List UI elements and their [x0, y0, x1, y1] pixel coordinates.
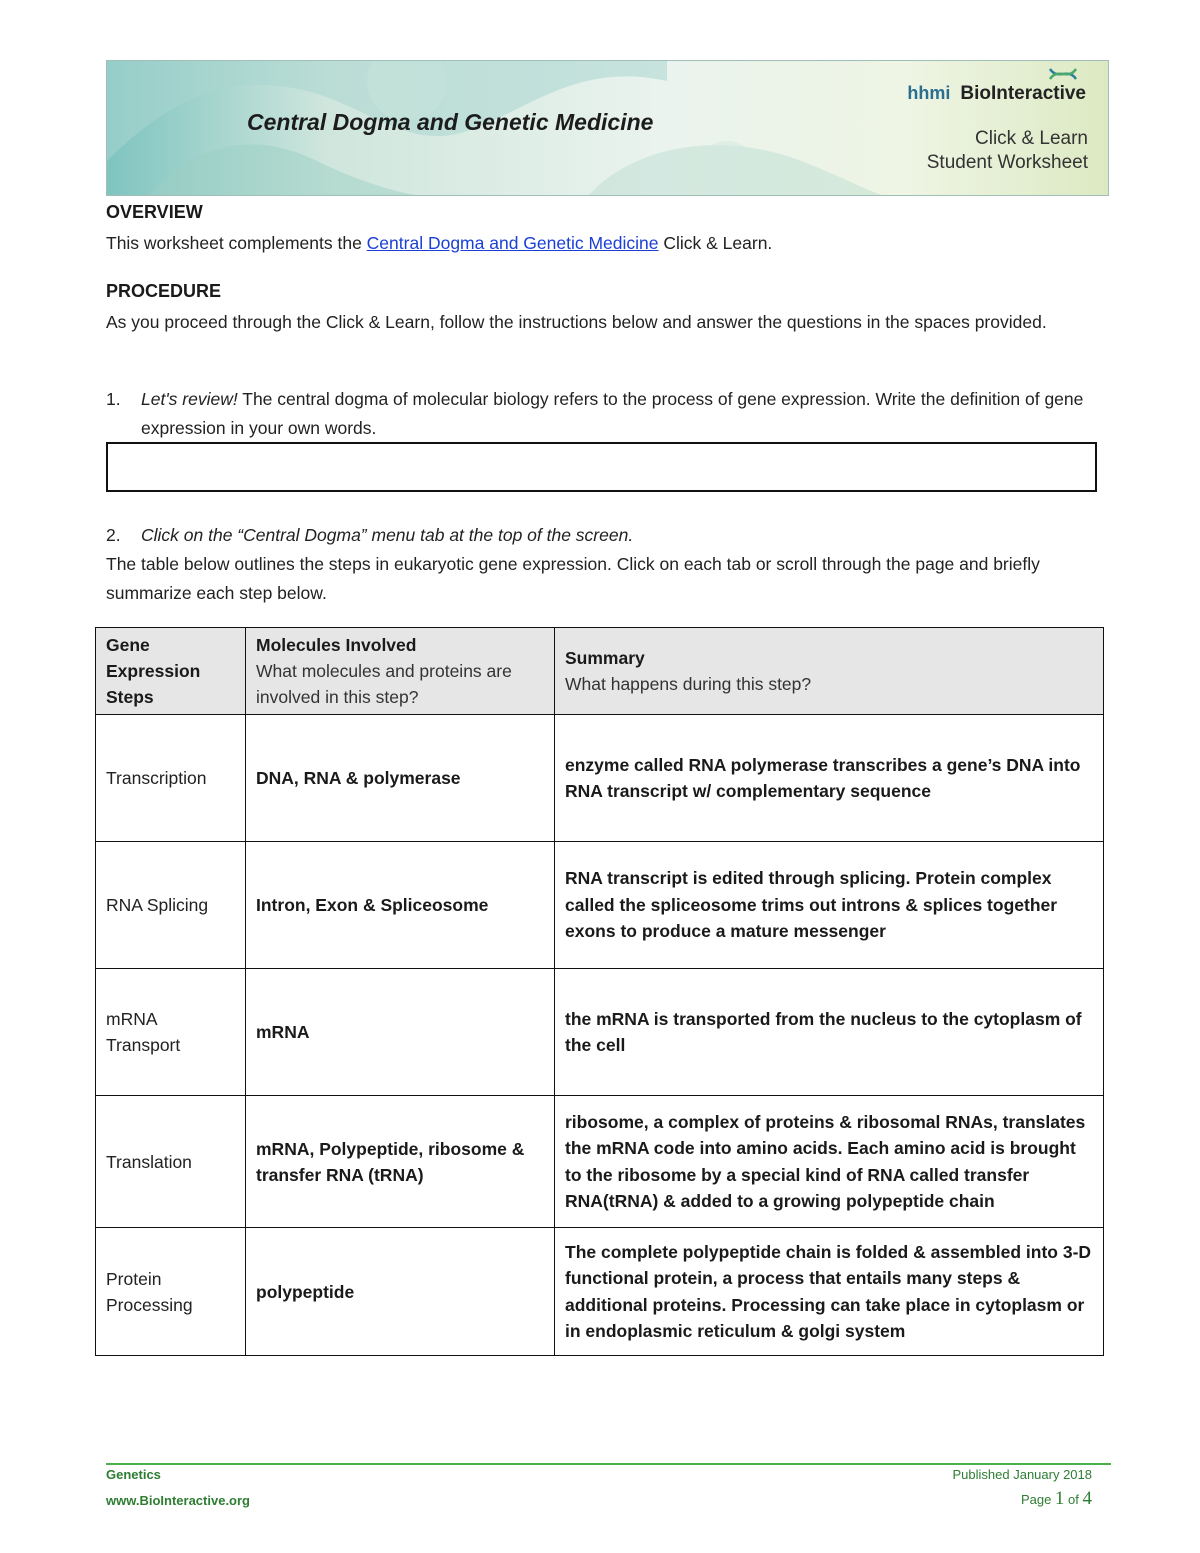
- question-1-lead: Let's review!: [141, 389, 238, 409]
- page-current: 1: [1054, 1488, 1065, 1509]
- step-cell: RNA Splicing: [96, 842, 246, 969]
- table-row: [96, 1096, 1104, 1228]
- procedure-text: As you proceed through the Click & Learn, follow the instructions below and answer the questions in the spaces provided.: [106, 312, 1047, 332]
- question-1-body: The central dogma of molecular biology refers to the process of gene expression. Write the definition of gene expression in your own words.: [141, 389, 1084, 438]
- question-2-text: The table below outlines the steps in eukaryotic gene expression. Click on each tab or scroll through the page and briefly summarize each step below.: [106, 554, 1040, 603]
- worksheet-title: Central Dogma and Genetic Medicine: [247, 109, 654, 135]
- page-label: Page: [1020, 1492, 1055, 1507]
- question-2-instruction: Click on the “Central Dogma” menu tab at the top of the screen.: [141, 525, 634, 545]
- footer-divider: [106, 1463, 1111, 1465]
- molecules-cell[interactable]: polypeptide: [246, 1228, 555, 1356]
- molecules-cell[interactable]: DNA, RNA & polymerase: [246, 715, 555, 842]
- header-molecules-sub: What molecules and proteins are involved in this step?: [256, 661, 512, 707]
- step-cell: Translation: [96, 1096, 246, 1228]
- overview-text-before: This worksheet complements the: [106, 233, 367, 253]
- header-banner: [106, 60, 1109, 196]
- subtitle-line1: Click & Learn: [975, 128, 1088, 149]
- header-summary-label: Summary: [565, 648, 645, 668]
- banner-subtitle: [927, 127, 1088, 175]
- footer-published: Published January 2018: [952, 1467, 1092, 1482]
- overview-text-after: Click & Learn.: [658, 233, 773, 253]
- molecules-cell[interactable]: mRNA: [246, 969, 555, 1096]
- gene-expression-table: [95, 627, 1104, 1356]
- header-summary: [555, 628, 1104, 715]
- step-cell: mRNA Transport: [96, 969, 246, 1096]
- table-row: [96, 715, 1104, 842]
- question-2-number: 2.: [106, 525, 121, 545]
- subtitle-line2: Student Worksheet: [926, 152, 1088, 173]
- summary-cell[interactable]: The complete polypeptide chain is folded & assembled into 3-D functional protein, a process that entails many steps & additional proteins. Processing can take place in cytoplasm or in endoplasmic reticulum & golgi system: [555, 1228, 1104, 1356]
- brand-logo: [907, 83, 1086, 105]
- table-row: [96, 1228, 1104, 1356]
- table-header-row: [96, 628, 1104, 715]
- molecules-cell[interactable]: mRNA, Polypeptide, ribosome & transfer RNA (tRNA): [246, 1096, 555, 1228]
- header-steps-label: Gene Expression Steps: [106, 635, 201, 707]
- header-steps: [96, 628, 246, 715]
- answer-box-1[interactable]: [106, 442, 1097, 492]
- footer-subject: Genetics: [106, 1467, 161, 1482]
- step-cell: Transcription: [96, 715, 246, 842]
- summary-cell[interactable]: RNA transcript is edited through splicing. Protein complex called the spliceosome trims out introns & splices together exons to produce a mature messenger: [555, 842, 1104, 969]
- summary-cell[interactable]: the mRNA is transported from the nucleus to the cytoplasm of the cell: [555, 969, 1104, 1096]
- brand-name: BioInteractive: [960, 83, 1086, 104]
- procedure-heading: PROCEDURE: [106, 281, 222, 301]
- page-number: [1021, 1488, 1092, 1510]
- question-1: [106, 385, 1106, 445]
- summary-cell[interactable]: ribosome, a complex of proteins & ribosomal RNAs, translates the mRNA code into amino acids. Each amino acid is brought to the ribosome by a special kind of RNA called transfer RNA(tRNA) & added to a growing polypeptide chain: [555, 1096, 1104, 1228]
- molecules-cell[interactable]: Intron, Exon & Spliceosome: [246, 842, 555, 969]
- page-of: of: [1064, 1492, 1083, 1507]
- question-1-number: 1.: [106, 389, 121, 409]
- header-molecules: [246, 628, 555, 715]
- question-1-text: [141, 385, 1091, 443]
- click-learn-link[interactable]: Central Dogma and Genetic Medicine: [366, 233, 659, 253]
- header-summary-sub: What happens during this step?: [565, 674, 812, 694]
- header-molecules-label: Molecules Involved: [256, 635, 417, 655]
- table-row: [96, 842, 1104, 969]
- brand-prefix: hhmi: [907, 83, 951, 103]
- question-2: [106, 521, 1106, 551]
- overview-heading: OVERVIEW: [106, 202, 203, 222]
- summary-cell[interactable]: enzyme called RNA polymerase transcribes a gene’s DNA into RNA transcript w/ complementary sequence: [555, 715, 1104, 842]
- overview-text: [106, 229, 772, 258]
- table-row: [96, 969, 1104, 1096]
- page-total: 4: [1082, 1488, 1092, 1509]
- step-cell: Protein Processing: [96, 1228, 246, 1356]
- dna-logo-icon: [1048, 65, 1078, 85]
- footer-website[interactable]: www.BioInteractive.org: [106, 1493, 250, 1508]
